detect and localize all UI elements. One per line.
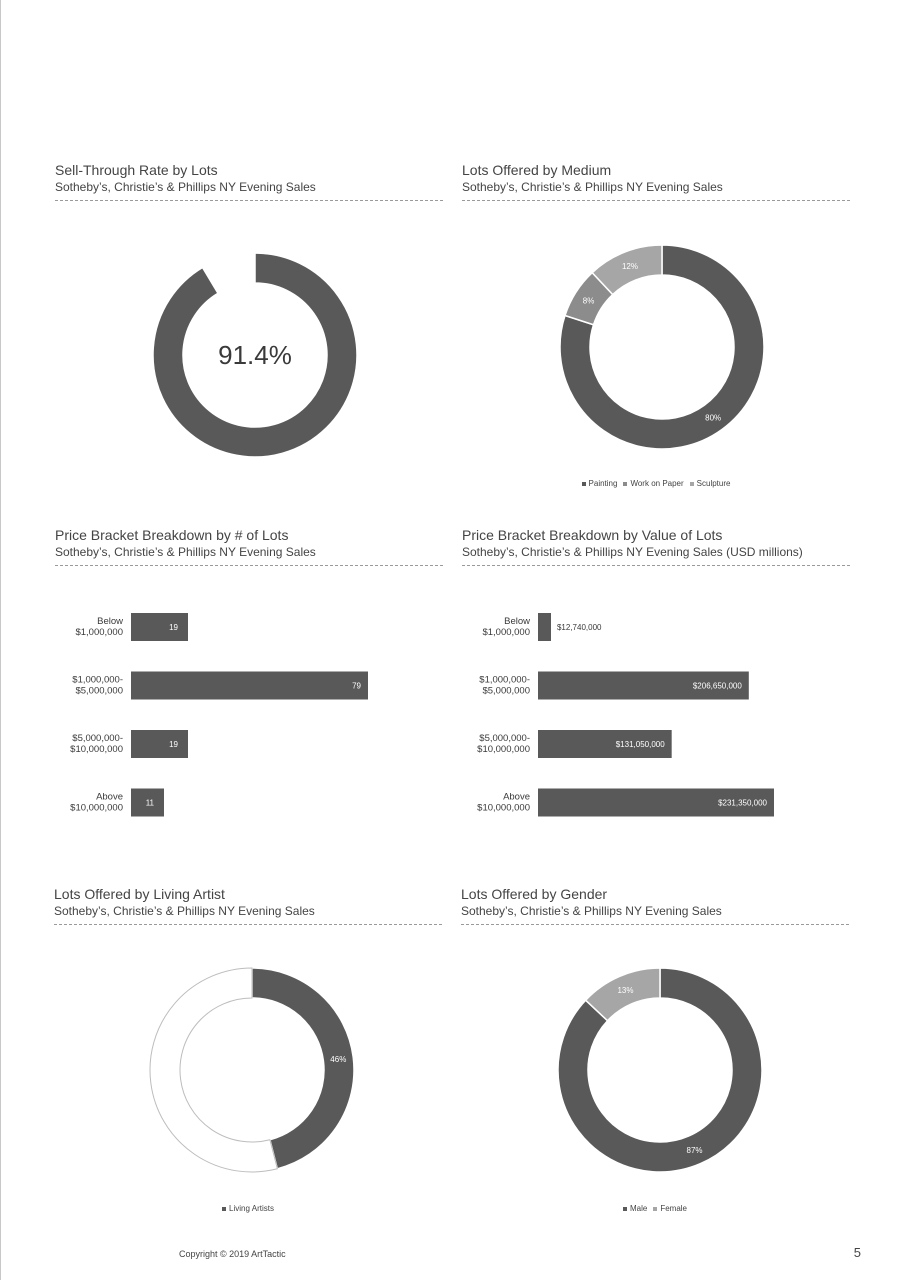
legend-label: Painting <box>588 479 618 488</box>
panel-subtitle: Sotheby’s, Christie’s & Phillips NY Evening Sales <box>54 904 315 918</box>
legend-swatch <box>623 1207 627 1211</box>
panel-divider <box>55 200 443 201</box>
category-label: $1,000,000- <box>479 674 530 686</box>
category-label: $10,000,000 <box>477 744 530 755</box>
bar <box>131 672 368 700</box>
bar <box>538 613 551 641</box>
category-label: $5,000,000 <box>482 685 530 697</box>
category-label: $1,000,000- <box>72 674 123 686</box>
footer-copyright: Copyright © 2019 ArtTactic <box>179 1249 286 1259</box>
slice-label: 13% <box>617 986 634 996</box>
panel-subtitle: Sotheby’s, Christie’s & Phillips NY Evening Sales <box>462 180 723 194</box>
page-number: 5 <box>853 1245 861 1260</box>
category-label: $5,000,000- <box>479 733 530 744</box>
legend-label: Work on Paper <box>630 479 684 488</box>
panel-subtitle: Sotheby’s, Christie’s & Phillips NY Evening Sales <box>55 545 316 559</box>
slice-label: 80% <box>705 413 722 423</box>
gender-legend <box>461 1204 849 1213</box>
panel-medium <box>462 162 850 201</box>
living-artist-legend <box>54 1204 442 1213</box>
panel-subtitle: Sotheby’s, Christie’s & Phillips NY Evening Sales (USD millions) <box>462 545 803 559</box>
panel-divider <box>462 200 850 201</box>
donut-slice <box>252 968 354 1169</box>
center-value-label: 91.4% <box>218 340 292 370</box>
value-label: 19 <box>169 623 178 632</box>
value-label: 11 <box>145 798 154 808</box>
legend-item <box>623 479 683 488</box>
legend-swatch <box>582 482 586 486</box>
gender-donut <box>545 955 775 1185</box>
sell-through-donut <box>140 240 370 470</box>
legend-item <box>222 1204 274 1213</box>
living-artist-donut <box>137 955 367 1185</box>
legend-label: Living Artists <box>229 1204 274 1213</box>
legend-label: Sculpture <box>696 479 731 488</box>
legend-swatch <box>690 482 694 486</box>
legend-item <box>582 479 618 488</box>
slice-label: 87% <box>686 1145 703 1155</box>
category-label: $5,000,000- <box>72 733 123 744</box>
panel-title: Lots Offered by Gender <box>461 886 608 902</box>
category-label: Below <box>97 616 123 627</box>
panel-divider <box>461 924 849 925</box>
category-label: $1,000,000 <box>75 627 123 638</box>
legend-item <box>623 1204 647 1213</box>
bar <box>131 730 188 758</box>
panel-divider <box>462 565 850 566</box>
category-label: $10,000,000 <box>70 802 123 814</box>
legend-swatch <box>653 1207 657 1211</box>
page-left-border <box>0 0 1 1280</box>
slice-label: 8% <box>582 296 595 306</box>
legend-label: Male <box>629 1204 648 1213</box>
bracket-value-bars <box>462 598 850 830</box>
panel-title: Sell-Through Rate by Lots <box>55 162 218 178</box>
legend-label: Female <box>660 1204 688 1213</box>
panel-title: Lots Offered by Medium <box>462 162 612 178</box>
medium-donut <box>547 232 777 462</box>
panel-title: Price Bracket Breakdown by # of Lots <box>55 527 289 543</box>
medium-legend <box>462 479 850 488</box>
category-label: $10,000,000 <box>70 744 123 755</box>
category-label: $5,000,000 <box>75 685 123 697</box>
panel-title: Lots Offered by Living Artist <box>54 886 225 902</box>
panel-gender <box>461 886 849 925</box>
panel-sell-through <box>55 162 443 201</box>
bracket-count-bars <box>55 598 443 830</box>
legend-swatch <box>623 482 627 486</box>
panel-divider <box>55 565 443 566</box>
panel-bracket-count <box>55 527 443 566</box>
panel-subtitle: Sotheby’s, Christie’s & Phillips NY Evening Sales <box>461 904 722 918</box>
value-label: $12,740,000 <box>556 623 602 632</box>
category-label: Above <box>503 791 530 803</box>
panel-subtitle: Sotheby’s, Christie’s & Phillips NY Evening Sales <box>55 180 316 194</box>
legend-item <box>690 479 731 488</box>
value-label: 19 <box>169 740 178 749</box>
category-label: Above <box>96 791 123 803</box>
legend-item <box>653 1204 687 1213</box>
value-label: $231,350,000 <box>718 798 767 808</box>
panel-title: Price Bracket Breakdown by Value of Lots <box>462 527 723 543</box>
category-label: $10,000,000 <box>477 802 530 814</box>
category-label: Below <box>504 616 530 627</box>
value-label: 79 <box>352 681 361 691</box>
legend-swatch <box>222 1207 226 1211</box>
panel-living-artist <box>54 886 442 925</box>
slice-label: 12% <box>621 262 638 272</box>
panel-bracket-value <box>462 527 850 566</box>
panel-divider <box>54 924 442 925</box>
value-label: $206,650,000 <box>692 681 742 691</box>
value-label: $131,050,000 <box>615 740 665 749</box>
bar <box>131 613 188 641</box>
slice-label: 46% <box>330 1055 347 1065</box>
category-label: $1,000,000 <box>482 627 530 638</box>
